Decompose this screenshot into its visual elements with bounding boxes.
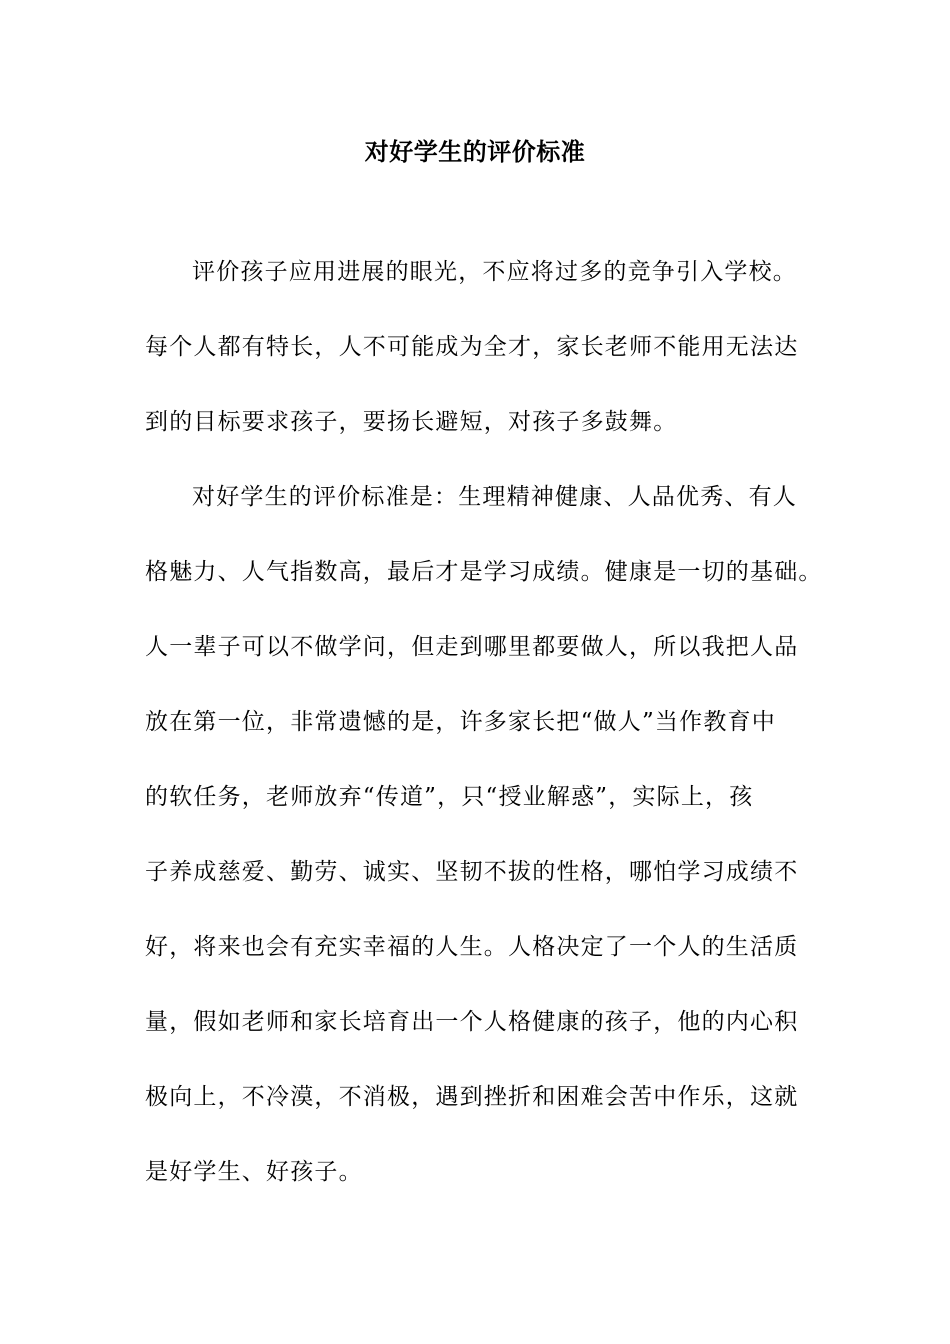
paragraph-2-line-5: 的软任务，老师放弃“传道”，只“授业解惑”，实际上，孩 (145, 784, 754, 810)
paragraph-2-line-9: 极向上，不冷漠，不消极，遇到挫折和困难会苦中作乐，这就 (145, 1084, 799, 1110)
paragraph-2-line-3: 人一辈子可以不做学问，但走到哪里都要做人，所以我把人品 (145, 634, 799, 660)
paragraph-2-line-7: 好，将来也会有充实幸福的人生。人格决定了一个人的生活质 (145, 934, 799, 960)
paragraph-2-line-1: 对好学生的评价标准是：生理精神健康、人品优秀、有人 (192, 484, 797, 510)
paragraph-2-line-8: 量，假如老师和家长培育出一个人格健康的孩子，他的内心积 (145, 1009, 799, 1035)
paragraph-1-line-1: 评价孩子应用进展的眼光，不应将过多的竞争引入学校。 (192, 259, 797, 285)
paragraph-2-line-2: 格魅力、人气指数高，最后才是学习成绩。健康是一切的基础。 (145, 559, 823, 585)
paragraph-2-line-6: 子养成慈爱、勤劳、诚实、坚韧不拔的性格，哪怕学习成绩不 (145, 859, 799, 885)
paragraph-2-line-4: 放在第一位，非常遗憾的是，许多家长把“做人”当作教育中 (145, 709, 776, 735)
document-title: 对好学生的评价标准 (364, 137, 586, 166)
paragraph-1-line-2: 每个人都有特长，人不可能成为全才，家长老师不能用无法达 (145, 334, 799, 360)
paragraph-1-line-3: 到的目标要求孩子，要扬长避短，对孩子多鼓舞。 (145, 409, 678, 435)
document-body (145, 254, 823, 1229)
paragraph-2-line-10: 是好学生、好孩子。 (145, 1159, 363, 1185)
